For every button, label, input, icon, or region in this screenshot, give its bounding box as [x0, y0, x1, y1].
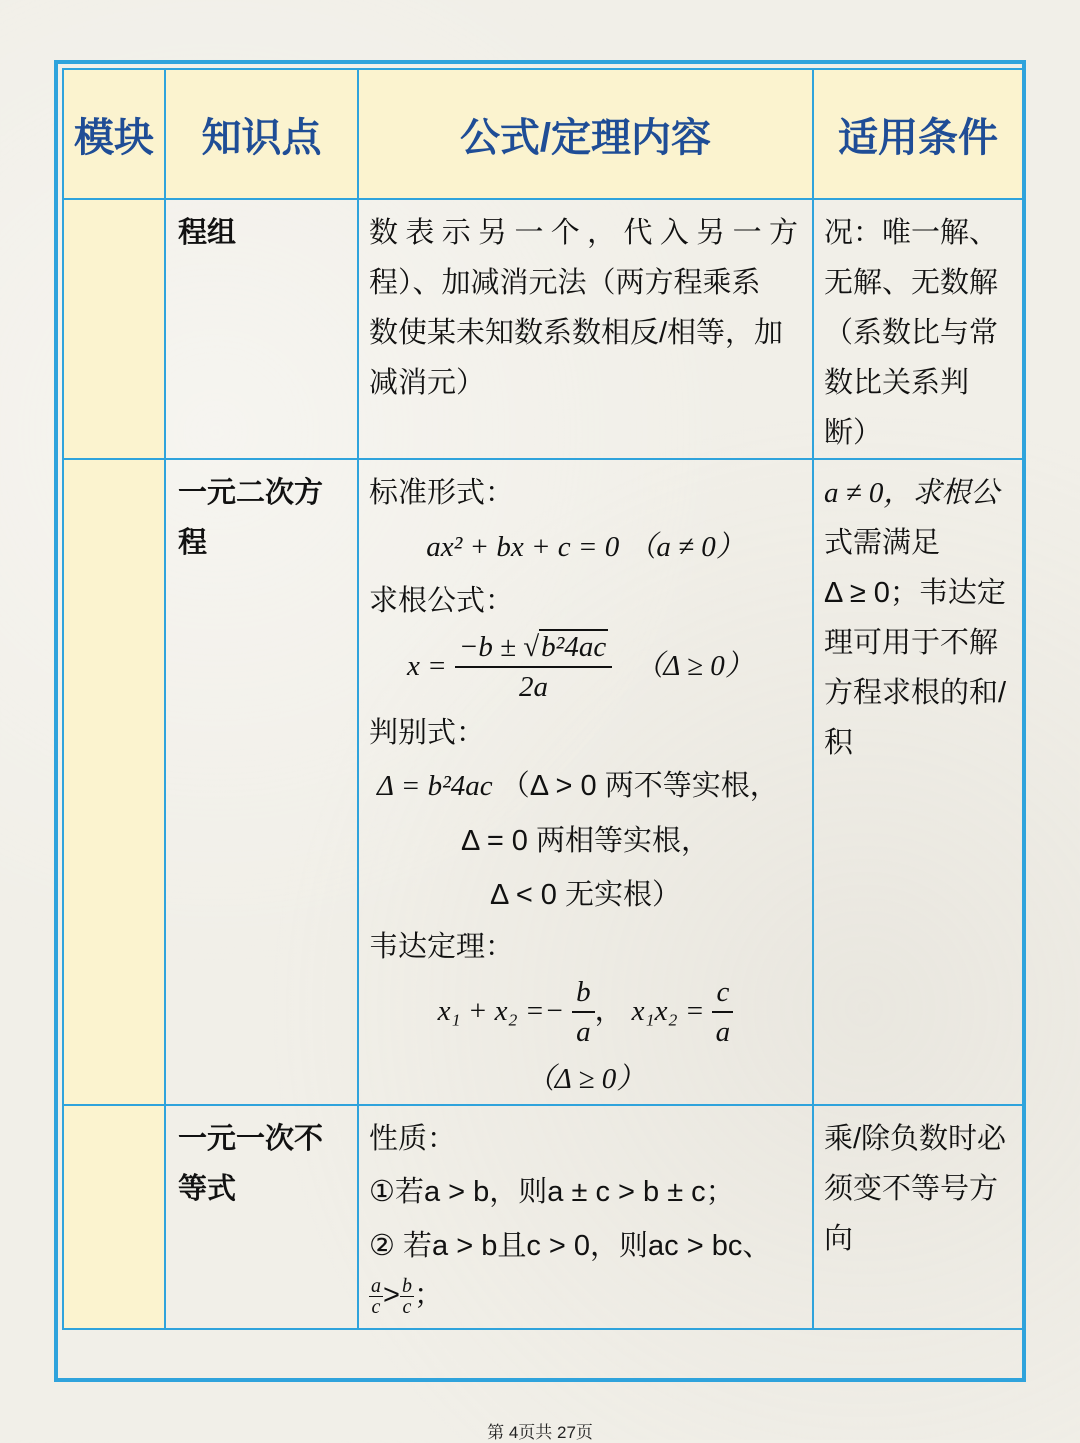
formula-cell	[358, 459, 813, 1105]
header-row	[63, 69, 1023, 199]
header-formula: 公式/定理内容	[358, 69, 813, 199]
discriminant-line-2: Δ = 0 两相等实根，	[460, 825, 710, 857]
property-1: ①若a > b，则a ± c > b ± c；	[369, 1176, 735, 1208]
module-cell	[63, 459, 165, 1105]
formula-table	[62, 68, 1024, 1330]
content-line: 数表示另一个，代入另一方	[369, 217, 802, 249]
root-formula: x = $\frac{\text{−b ± √b²4ac}}{2a}$ （Δ ≥ 0）	[369, 626, 802, 708]
header-condition: 适用条件	[813, 69, 1023, 199]
content-line: 数使某未知数系数相反/相等，加	[369, 317, 784, 349]
document-frame	[54, 60, 1026, 1442]
condition-line: 积	[824, 727, 854, 759]
knowledge-point-cell	[165, 1105, 358, 1329]
vieta-condition: （Δ ≥ 0）	[525, 1063, 646, 1095]
knowledge-point-text: 程组	[178, 217, 237, 249]
module-cell	[63, 199, 165, 459]
knowledge-point-text: 一元二次方	[178, 477, 324, 509]
knowledge-point-text: 程	[178, 527, 208, 559]
table-row	[63, 1105, 1023, 1329]
knowledge-point-cell	[165, 459, 358, 1105]
condition-line: 须变不等号方	[824, 1173, 999, 1205]
content-line: 程）、加减消元法（两方程乘系	[369, 267, 761, 299]
property-2: ② 若a > b且c > 0，则ac > bc、	[369, 1230, 772, 1262]
page-number-footer: 第 4页共 27页	[487, 1423, 593, 1442]
condition-line: 乘/除负数时必	[824, 1123, 1007, 1155]
condition-line: 方程求根的和/	[824, 677, 1007, 709]
module-cell	[63, 1105, 165, 1329]
discriminant-line-1: Δ = b²4ac （Δ > 0 两不等实根，	[377, 770, 779, 802]
vieta-label: 韦达定理：	[369, 931, 515, 963]
condition-line: 理可用于不解	[824, 627, 999, 659]
vieta-fraction-sum: $\frac{b}{a}$	[572, 973, 595, 1051]
root-formula-label: 求根公式：	[369, 585, 515, 617]
standard-form-formula: ax² + bx + c = 0 （a ≠ 0）	[426, 531, 745, 563]
condition-line: Δ ≥ 0；韦达定	[824, 577, 1006, 609]
standard-form-label: 标准形式：	[369, 477, 515, 509]
knowledge-point-text: 等式	[178, 1173, 237, 1205]
condition-line: 无解、无数解	[824, 267, 999, 299]
condition-line: 况：唯一解、	[824, 217, 999, 249]
formula-cell	[358, 199, 813, 459]
condition-line: 式需满足	[824, 527, 941, 559]
condition-cell	[813, 1105, 1023, 1329]
content-line: 减消元）	[369, 367, 486, 399]
table-row	[63, 459, 1023, 1105]
table-container	[62, 68, 1018, 1442]
knowledge-point-cell	[165, 199, 358, 459]
table-row	[63, 199, 1023, 459]
condition-line: a ≠ 0，求根公	[824, 477, 1000, 509]
discriminant-label: 判别式：	[369, 717, 486, 749]
discriminant-line-3: Δ < 0 无实根）	[489, 879, 681, 911]
root-fraction: $\frac{\text{−b ± √b²4ac}}{2a}$	[455, 628, 612, 706]
vieta-formula: x₁ + x₂ =− $\frac{b}{a}$ ， x₁x₂ = $\frac{c}{a}$	[369, 972, 802, 1054]
condition-cell	[813, 459, 1023, 1105]
property-2-fraction: $\frac{a}{c}$ > $\frac{b}{c}$ ；	[371, 1274, 443, 1318]
vieta-fraction-product: $\frac{c}{a}$	[712, 973, 733, 1051]
property-label: 性质：	[369, 1123, 457, 1155]
header-knowledge-point: 知识点	[165, 69, 358, 199]
condition-line: 向	[824, 1223, 854, 1255]
condition-line: （系数比与常	[824, 317, 999, 349]
formula-cell	[358, 1105, 813, 1329]
condition-cell	[813, 199, 1023, 459]
header-module: 模块	[63, 69, 165, 199]
condition-line: 断）	[824, 417, 883, 449]
knowledge-point-text: 一元一次不	[178, 1123, 324, 1155]
condition-line: 数比关系判	[824, 367, 970, 399]
